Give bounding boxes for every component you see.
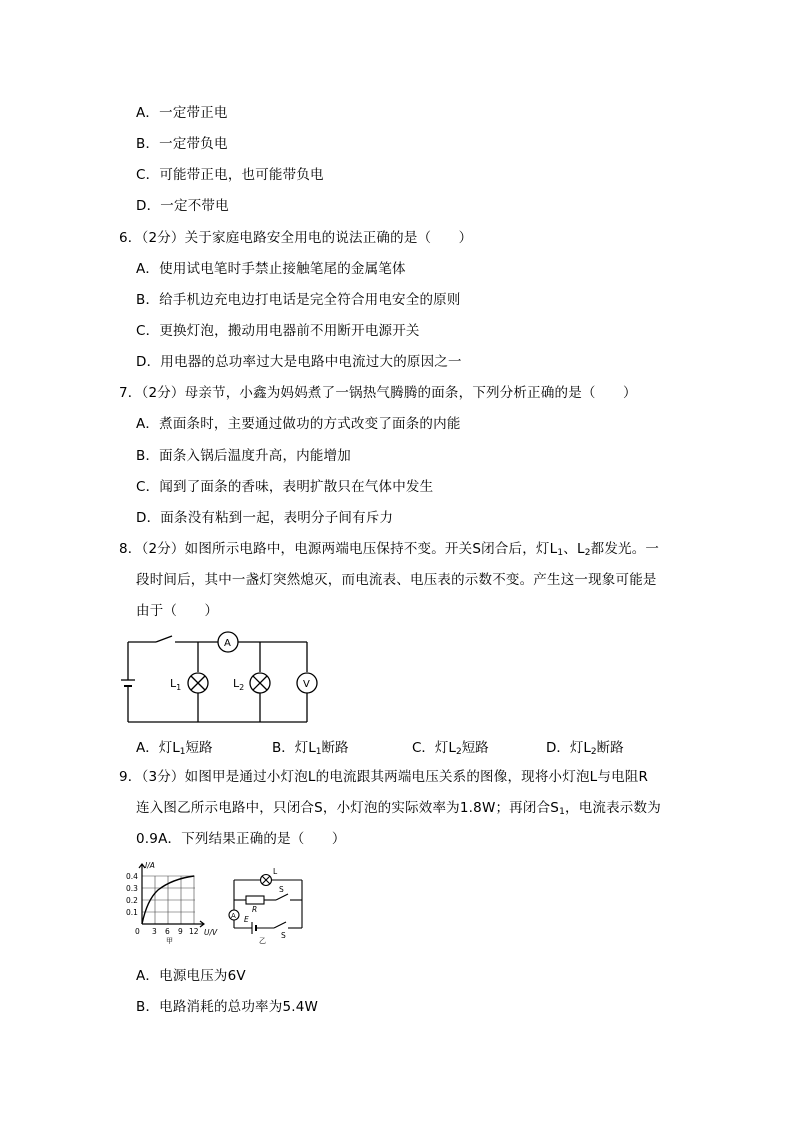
q9-switch1-label: S [279,885,284,894]
q6-option-d: D．用电器的总功率过大是电路中电流过大的原因之一 [136,354,462,370]
q8-stem-line1: 8．（2分）如图所示电路中，电源两端电压保持不变。开关S闭合后，灯$L_1$、$L_2$都发光。一 [119,541,660,558]
q8-l1-label: $L_1$ [170,677,182,692]
q9-graph-xtick: 9 [178,927,183,936]
q7-option-b: B．面条入锅后温度升高，内能增加 [136,448,351,464]
q8-circuit-diagram [120,632,320,727]
q9-graph-origin: 0 [135,927,140,936]
q8-l2-label: $L_2$ [233,677,245,692]
q6-stem: 6．（2分）关于家庭电路安全用电的说法正确的是（ ） [119,230,473,246]
q9-option-a: A．电源电压为6V [136,968,246,984]
q9-circuit-diagram [226,858,308,943]
q8-option-c: C．灯$L_2$短路 [412,740,489,757]
q8-voltmeter-label: V [303,679,310,690]
q8-stem-line2: 段时间后，其中一盏灯突然熄灭，而电流表、电压表的示数不变。产生这一现象可能是 [136,572,657,588]
q9-ammeter-label: A [231,912,236,920]
q6-option-a: A．使用试电笔时手禁止接触笔尾的金属笔体 [136,261,406,277]
q9-iu-graph [120,858,220,943]
q5-option-d: D．一定不带电 [136,198,229,214]
q9-circuit-caption: 乙 [259,937,266,945]
q8-options [136,736,656,756]
q9-lamp-label: L [273,867,278,876]
q9-stem-line3: 0.9A．下列结果正确的是（ ） [136,831,346,847]
q5-option-a: A．一定带正电 [136,105,228,121]
q7-option-d: D．面条没有粘到一起，表明分子间有斥力 [136,510,394,526]
q8-ammeter-label: A [224,638,231,649]
q7-option-a: A．煮面条时，主要通过做功的方式改变了面条的内能 [136,416,461,432]
q7-option-c: C．闻到了面条的香味，表明扩散只在气体中发生 [136,479,434,495]
q8-option-b: B．灯$L_1$断路 [272,740,349,757]
q9-switch-label: S [281,931,286,940]
q9-graph-ytick: 0.3 [126,884,138,893]
q9-graph-caption: 甲 [166,937,173,945]
q8-option-d: D．灯$L_2$断路 [546,740,624,757]
q9-graph-ytick: 0.1 [126,908,138,917]
q9-stem-line2: 连入图乙所示电路中，只闭合S，小灯泡的实际效率为1.8W；再闭合$S_1$，电流表示数为 [136,800,661,817]
q9-graph-ytick: 0.2 [126,896,138,905]
q5-option-b: B．一定带负电 [136,136,228,152]
q7-stem: 7．（2分）母亲节，小鑫为妈妈煮了一锅热气腾腾的面条，下列分析正确的是（ ） [119,385,637,401]
q9-graph-xlabel: U/V [204,928,218,937]
q9-option-b: B．电路消耗的总功率为5.4W [136,999,319,1015]
q9-graph-xtick: 6 [165,927,170,936]
q6-option-c: C．更换灯泡，搬动用电器前不用断开电源开关 [136,323,420,339]
q9-stem-line1: 9．（3分）如图甲是通过小灯泡L的电流跟其两端电压关系的图像，现将小灯泡L与电阻R [119,769,649,785]
q6-option-b: B．给手机边充电边打电话是完全符合用电安全的原则 [136,292,461,308]
q9-source-label: E [244,915,249,924]
q9-graph-ylabel: I/A [145,861,155,870]
q5-option-c: C．可能带正电，也可能带负电 [136,167,324,183]
q8-option-a: A．灯$L_1$短路 [136,740,213,757]
q9-graph-ytick: 0.4 [126,872,138,881]
q9-graph-xtick: 3 [152,927,157,936]
q8-stem-line3: 由于（ ） [136,603,219,619]
q9-graph-xtick: 12 [189,927,199,936]
q9-resistor-label: R [252,905,258,914]
